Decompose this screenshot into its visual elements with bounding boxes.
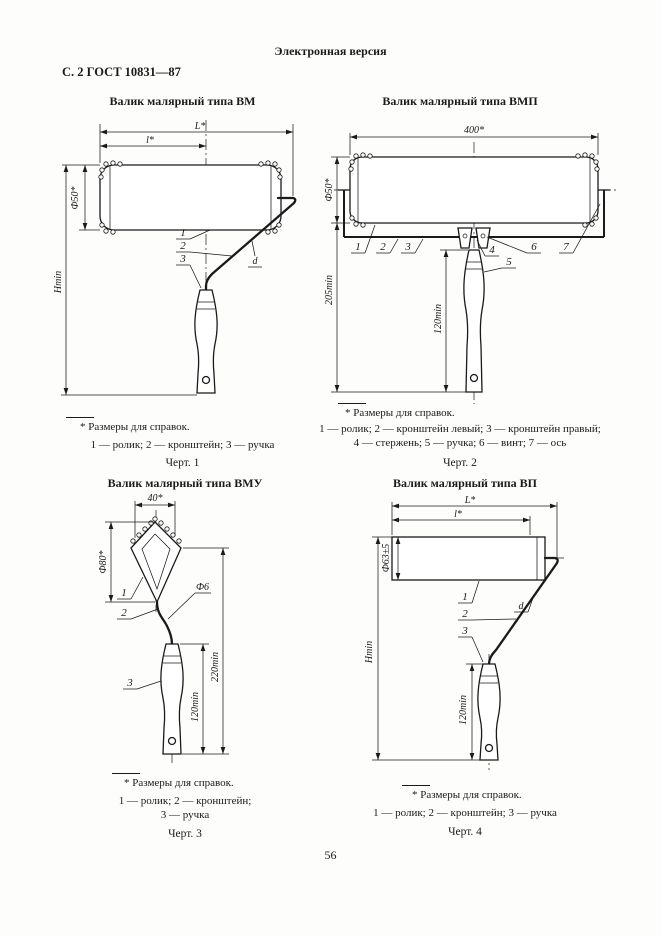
fig2-dim-120-label: 120min xyxy=(433,304,444,334)
fig2-callout-1 xyxy=(351,225,375,253)
fig1-dim-l-label: l* xyxy=(146,135,154,146)
fig2-callout-5 xyxy=(484,256,516,272)
fig4-handle xyxy=(478,664,500,760)
fig2-part1-number: 1 xyxy=(355,241,361,253)
fig4-footnote-rule xyxy=(402,785,430,786)
fig4-dim-diameter-label: Ф63±5 xyxy=(381,543,392,573)
fig1-dim-l xyxy=(100,135,206,146)
fig2-dim-diameter-label: Ф50* xyxy=(324,178,335,202)
fig2-part3-number: 3 xyxy=(405,241,411,253)
fig3-callout-1 xyxy=(117,577,143,599)
fig1-drawing xyxy=(52,112,322,412)
fig2-footnote: * Размеры для справок. xyxy=(345,407,455,419)
fig2-legend-line2: 4 — стержень; 5 — ручка; 6 — винт; 7 — ось xyxy=(353,437,567,449)
fig2-part4-number: 4 xyxy=(489,244,495,256)
fig2-dim-205 xyxy=(324,223,466,392)
fig3-bracket-wire xyxy=(157,602,172,644)
fig3-roller xyxy=(131,517,181,602)
fig4-drawing xyxy=(358,492,648,782)
fig3-dim-220 xyxy=(182,548,229,754)
fig2-part7-number: 7 xyxy=(563,241,569,253)
fig4-callout-3 xyxy=(458,625,483,662)
fig2-callout-6 xyxy=(487,237,541,253)
fig1-part1-number: 1 xyxy=(180,227,186,239)
fig2-roller xyxy=(349,153,599,227)
fig4-caption: Черт. 4 xyxy=(448,826,482,838)
fig1-dim-diameter xyxy=(62,165,100,230)
fig3-dim-diameter-label: Ф80* xyxy=(98,550,109,574)
page-number: 56 xyxy=(324,848,337,862)
fig2-caption: Черт. 2 xyxy=(443,457,477,469)
fig4-title: Валик малярный типа ВП xyxy=(392,476,538,490)
fig3-footnote: * Размеры для справок. xyxy=(124,777,234,789)
fig4-dim-120-label: 120min xyxy=(458,695,469,725)
fig1-callout-3 xyxy=(176,253,201,288)
fig3-callout-3 xyxy=(123,677,161,689)
fig3-handle xyxy=(161,644,183,754)
fig4-dim-H-label: Hmin xyxy=(364,640,375,664)
fig3-callout-2 xyxy=(117,607,158,619)
electronic-version-note: Электронная версия xyxy=(274,44,387,58)
fig2-part6-number: 6 xyxy=(531,241,537,253)
fig2-handle xyxy=(464,250,484,392)
fig2-title: Валик малярный типа ВМП xyxy=(382,94,538,108)
fig4-dim-L-label: L* xyxy=(464,495,476,506)
fig1-legend: 1 — ролик; 2 — кронштейн; 3 — ручка xyxy=(90,439,275,451)
fig3-dim-120-label: 120min xyxy=(190,692,201,722)
fig3-title: Валик малярный типа ВМУ xyxy=(107,476,263,490)
fig3-dim-40-label: 40* xyxy=(147,493,163,504)
fig1-footnote-rule xyxy=(66,417,94,418)
fig2-drawing xyxy=(324,112,628,412)
fig4-dim-l-label: l* xyxy=(454,509,462,520)
fig1-part3-number: 3 xyxy=(180,253,186,265)
fig1-dim-d-label: d xyxy=(252,256,258,267)
fig2-dim-205-label: 205min xyxy=(324,275,335,305)
fig4-callout-2 xyxy=(458,608,516,620)
fig1-part2-number: 2 xyxy=(180,240,186,252)
fig4-part2-number: 2 xyxy=(462,608,468,620)
fig4-roller xyxy=(392,537,545,580)
fig2-legend-line1: 1 — ролик; 2 — кронштейн левый; 3 — кронштейн правый; xyxy=(319,423,601,435)
fig3-dim-wire xyxy=(168,582,211,619)
fig4-dim-l xyxy=(392,509,530,535)
fig3-part1-number: 1 xyxy=(121,587,127,599)
fig4-legend: 1 — ролик; 2 — кронштейн; 3 — ручка xyxy=(373,807,557,819)
fig1-dim-d xyxy=(248,241,262,267)
fig3-dim-wire-label: Ф6 xyxy=(196,582,210,593)
fig3-part2-number: 2 xyxy=(121,607,127,619)
fig3-dim-220-label: 220min xyxy=(210,652,221,682)
fig1-handle xyxy=(195,290,217,393)
fig3-legend-line1: 1 — ролик; 2 — кронштейн; xyxy=(118,795,252,807)
fig2-dim-120 xyxy=(433,250,468,392)
fig1-roller xyxy=(99,161,282,234)
fig3-dim-120 xyxy=(180,644,209,754)
doc-reference: С. 2 ГОСТ 10831—87 xyxy=(62,65,181,79)
fig4-part1-number: 1 xyxy=(462,591,468,603)
fig3-legend-line2: 3 — ручка xyxy=(160,809,210,821)
fig2-callout-3 xyxy=(401,239,423,253)
fig2-callout-2 xyxy=(376,239,398,253)
fig4-footnote: * Размеры для справок. xyxy=(412,789,522,801)
fig1-dim-H-label: Hmin xyxy=(53,270,64,294)
fig1-dim-L-label: L* xyxy=(194,121,206,132)
fig4-dim-d-label: d xyxy=(518,601,524,612)
fig1-caption: Черт. 1 xyxy=(165,457,200,469)
fig1-footnote: * Размеры для справок. xyxy=(80,421,190,433)
fig3-drawing xyxy=(95,492,335,772)
fig3-footnote-rule xyxy=(112,773,140,774)
fig2-dim-length-label: 400* xyxy=(464,125,484,136)
fig2-part5-number: 5 xyxy=(506,256,512,268)
fig4-centerlines xyxy=(489,558,566,770)
fig3-part3-number: 3 xyxy=(127,677,133,689)
fig1-title: Валик малярный типа ВМ xyxy=(109,94,256,108)
fig4-part3-number: 3 xyxy=(462,625,468,637)
fig1-dim-diameter-label: Ф50* xyxy=(70,186,81,210)
fig3-caption: Черт. 3 xyxy=(168,828,202,840)
fig2-part2-number: 2 xyxy=(380,241,386,253)
fig2-footnote-rule xyxy=(338,403,366,404)
fig4-callout-1 xyxy=(458,581,479,603)
